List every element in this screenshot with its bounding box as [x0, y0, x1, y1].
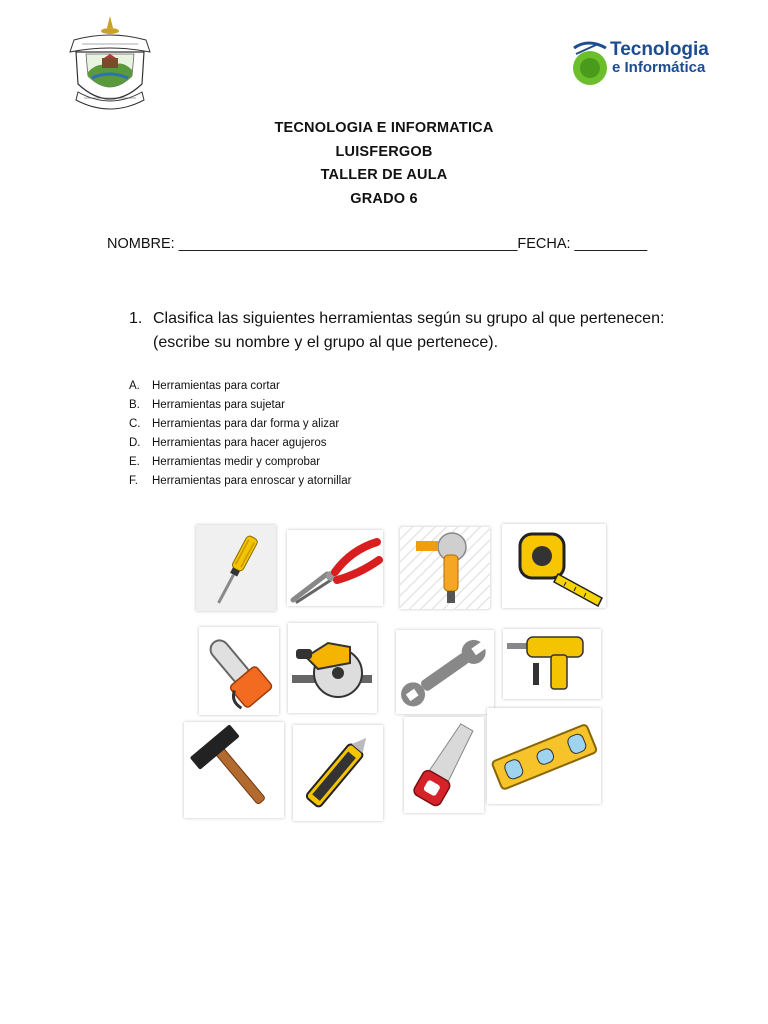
date-label: FECHA: — [517, 236, 571, 252]
list-item — [129, 453, 351, 472]
question-text-line-2: (escribe su nombre y el grupo al que pertenece). — [153, 334, 499, 351]
option-letter: E. — [129, 456, 140, 468]
pliers-icon — [287, 530, 383, 606]
option-letter: F. — [129, 475, 138, 487]
power-drill-icon — [503, 629, 601, 699]
school-crest-icon — [66, 14, 154, 116]
date-field[interactable]: _________ — [574, 236, 648, 252]
angle-grinder-icon — [400, 527, 490, 609]
teacher-name: LUISFERGOB — [335, 143, 433, 160]
question-number: 1. — [129, 310, 143, 327]
hammer-icon — [184, 722, 284, 818]
list-item — [129, 396, 351, 415]
logo-line-1: Tecnologia — [610, 39, 709, 60]
tool-groups-list — [129, 377, 351, 491]
tape-measure-icon — [502, 524, 606, 608]
tecnologia-informatica-logo-icon — [568, 38, 614, 94]
screwdriver-icon — [196, 525, 276, 611]
worksheet-header — [0, 117, 768, 211]
list-item — [129, 434, 351, 453]
worksheet-type: TALLER DE AULA — [320, 167, 448, 183]
list-item — [129, 415, 351, 434]
option-text: Herramientas para hacer agujeros — [152, 437, 327, 449]
option-text: Herramientas para dar forma y alizar — [152, 418, 340, 430]
spirit-level-icon — [487, 708, 601, 804]
wrench-icon — [396, 630, 494, 714]
name-field[interactable]: __________________________________________ — [178, 236, 518, 252]
question-1 — [129, 307, 664, 355]
subject-title: TECNOLOGIA E INFORMATICA — [274, 120, 494, 136]
chainsaw-icon — [199, 627, 279, 715]
name-label: NOMBRE: — [107, 236, 175, 252]
logo-line-2: e Informática — [612, 59, 706, 76]
circular-saw-icon — [288, 623, 377, 713]
option-letter: B. — [129, 399, 140, 411]
option-letter: D. — [129, 437, 141, 449]
list-item — [129, 472, 351, 491]
option-letter: A. — [129, 380, 140, 392]
option-letter: C. — [129, 418, 141, 430]
option-text: Herramientas para cortar — [152, 380, 280, 392]
tecnologia-informatica-logo — [568, 38, 718, 94]
option-text: Herramientas para sujetar — [152, 399, 285, 411]
option-text: Herramientas para enroscar y atornillar — [152, 475, 352, 487]
grade-level: GRADO 6 — [350, 190, 418, 207]
hand-saw-icon — [404, 717, 484, 813]
utility-knife-icon — [293, 725, 383, 821]
option-text: Herramientas medir y comprobar — [152, 456, 321, 468]
list-item — [129, 377, 351, 396]
question-text-line-1: Clasifica las siguientes herramientas según su grupo al que pertenecen: — [153, 310, 665, 327]
name-date-row — [107, 236, 647, 252]
